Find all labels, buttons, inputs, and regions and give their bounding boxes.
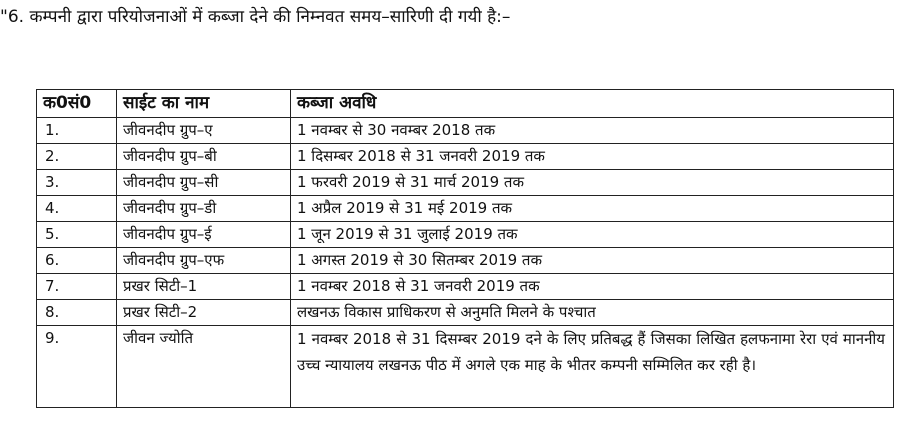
period-cell: 1 नवम्बर 2018 से 31 जनवरी 2019 तक	[291, 274, 894, 300]
possession-schedule-table	[36, 89, 894, 408]
period-cell: लखनऊ विकास प्राधिकरण से अनुमति मिलने के पश्चात	[291, 300, 894, 326]
table-header-row	[37, 90, 894, 118]
table-row	[37, 326, 894, 408]
serial-cell: 5.	[37, 222, 117, 248]
table-row	[37, 300, 894, 326]
serial-cell: 4.	[37, 196, 117, 222]
serial-cell: 1.	[37, 118, 117, 144]
site-cell: जीवनदीप ग्रुप–ए	[117, 118, 291, 144]
table-row	[37, 170, 894, 196]
table-row	[37, 248, 894, 274]
period-cell: 1 जून 2019 से 31 जुलाई 2019 तक	[291, 222, 894, 248]
period-cell: 1 अगस्त 2019 से 30 सितम्बर 2019 तक	[291, 248, 894, 274]
serial-cell: 3.	[37, 170, 117, 196]
site-cell: प्रखर सिटी–1	[117, 274, 291, 300]
header-serial: क0सं0	[37, 90, 117, 118]
serial-cell: 6.	[37, 248, 117, 274]
table-row	[37, 196, 894, 222]
header-site-name: साईट का नाम	[117, 90, 291, 118]
site-cell: जीवनदीप ग्रुप–एफ	[117, 248, 291, 274]
period-cell: 1 फरवरी 2019 से 31 मार्च 2019 तक	[291, 170, 894, 196]
table-row	[37, 118, 894, 144]
site-cell: जीवनदीप ग्रुप–ई	[117, 222, 291, 248]
site-cell: प्रखर सिटी–2	[117, 300, 291, 326]
period-cell: 1 दिसम्बर 2018 से 31 जनवरी 2019 तक	[291, 144, 894, 170]
site-cell: जीवनदीप ग्रुप–बी	[117, 144, 291, 170]
site-cell: जीवनदीप ग्रुप–सी	[117, 170, 291, 196]
serial-cell: 8.	[37, 300, 117, 326]
site-cell: जीवन ज्योति	[117, 326, 291, 408]
serial-cell: 9.	[37, 326, 117, 408]
site-cell: जीवनदीप ग्रुप–डी	[117, 196, 291, 222]
table-row	[37, 222, 894, 248]
period-cell: 1 नवम्बर 2018 से 31 दिसम्बर 2019 दने के लिए प्रतिबद्ध हैं जिसका लिखित हलफनामा रेरा एवं माननीय उच्च न्यायालय लखनऊ पीठ में अगले एक माह के भीतर कम्पनी सम्मिलित कर रही है।	[291, 326, 894, 408]
table-row	[37, 274, 894, 300]
period-cell: 1 अप्रैल 2019 से 31 मई 2019 तक	[291, 196, 894, 222]
header-possession-period: कब्जा अवधि	[291, 90, 894, 118]
intro-paragraph: "6. कम्पनी द्वारा परियोजनाओं में कब्जा देने की निम्नवत समय–सारिणी दी गयी है:–	[0, 7, 511, 27]
period-cell: 1 नवम्बर से 30 नवम्बर 2018 तक	[291, 118, 894, 144]
serial-cell: 2.	[37, 144, 117, 170]
table-row	[37, 144, 894, 170]
serial-cell: 7.	[37, 274, 117, 300]
